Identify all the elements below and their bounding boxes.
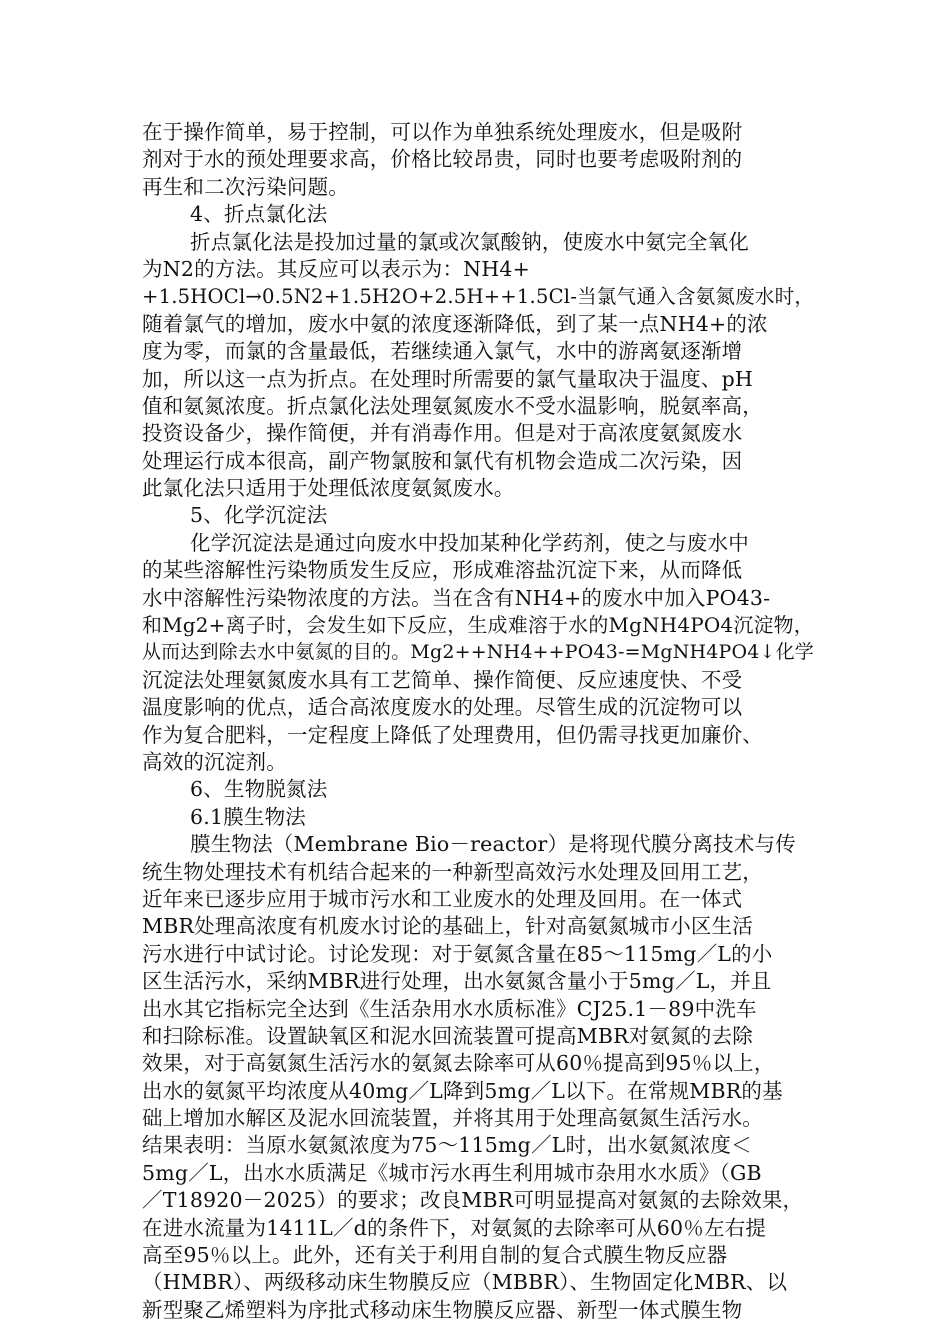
paragraph-start-line: 折点氯化法是投加过量的氯或次氯酸钠，使废水中氨完全氧化 [190,229,749,254]
text-line: 近年来已逐步应用于城市污水和工业废水的处理及回用。在一体式 [142,886,743,911]
text-line: 污水进行中试讨论。讨论发现：对于氨氮含量在85～115mg／L的小 [142,941,773,966]
text-line: 的某些溶解性污染物质发生反应，形成难溶盐沉淀下来，从而降低 [142,558,743,583]
text-line: 高至95％以上。此外，还有关于利用自制的复合式膜生物反应器 [142,1243,728,1268]
text-line: 和扫除标准。设置缺氧区和泥水回流装置可提高MBR对氨氮的去除 [142,1023,753,1048]
paragraph-start-line: 膜生物法（Membrane Bio－reactor）是将现代膜分离技术与传 [190,832,796,857]
paragraph-start-line: 6、生物脱氮法 [190,777,328,802]
text-line: 出水其它指标完全达到《生活杂用水水质标准》CJ25.1－89中洗车 [142,996,757,1021]
text-line: 5mg／L，出水水质满足《城市污水再生利用城市杂用水水质》（GB [142,1160,762,1185]
text-line: 出水的氨氮平均浓度从40mg／L降到5mg／L以下。在常规MBR的基 [142,1078,783,1103]
text-line: 在于操作简单，易于控制，可以作为单独系统处理废水，但是吸附 [142,120,743,144]
paragraph-start-line: 4、折点氯化法 [190,202,328,227]
text-line: 效果，对于高氨氮生活污水的氨氮去除率可从60％提高到95％以上， [142,1051,775,1076]
paragraph-start-line: 化学沉淀法是通过向废水中投加某种化学药剂，使之与废水中 [190,530,749,555]
text-line: 再生和二次污染问题。 [142,174,349,199]
text-line: MBR处理高浓度有机废水讨论的基础上，针对高氨氮城市小区生活 [142,914,753,939]
text-line: 结果表明：当原水氨氮浓度为75～115mg／L时，出水氨氮浓度＜ [142,1133,752,1158]
text-line: +1.5HOCl→0.5N2+1.5H2O+2.5H++1.5Cl-当氯气通入含氨氮废水时， [142,285,815,309]
text-line: 水中溶解性污染物浓度的方法。当在含有NH4+的废水中加入PO43- [142,585,771,610]
text-line: ／T18920－2025）的要求；改良MBR可明显提高对氨氮的去除效果， [142,1188,804,1213]
text-line: 加，所以这一点为折点。在处理时所需要的氯气量取决于温度、pH [142,366,753,391]
paragraph-start-line: 6.1膜生物法 [190,804,307,829]
text-line: 沉淀法处理氨氮废水具有工艺简单、操作简便、反应速度快、不受 [142,667,743,692]
text-line: 值和氨氮浓度。折点氯化法处理氨氮废水不受水温影响，脱氨率高， [142,393,763,418]
text-line: 区生活污水，采纳MBR进行处理，出水氨氮含量小于5mg／L，并且 [142,969,772,994]
text-line: 投资设备少，操作简便，并有消毒作用。但是对于高浓度氨氮废水 [142,421,743,446]
text-line: 高效的沉淀剂。 [142,749,287,774]
text-line: 剂对于水的预处理要求高，价格比较昂贵，同时也要考虑吸附剂的 [142,147,743,172]
text-line: 和Mg2+离子时，会发生如下反应，生成难溶于水的MgNH4PO4沉淀物， [142,613,814,638]
text-line: 作为复合肥料，一定程度上降低了处理费用，但仍需寻找更加廉价、 [142,722,763,747]
text-line: 随着氯气的增加，废水中氨的浓度逐渐降低，到了某一点NH4+的浓 [142,311,768,336]
text-line: 从而达到除去水中氨氮的目的。Mg2++NH4++PO43-=MgNH4PO4↓化学 [142,641,814,664]
text-line: 在进水流量为1411L／d的条件下，对氨氮的去除率可从60％左右提 [142,1215,767,1240]
text-line: 度为零，而氯的含量最低，若继续通入氯气，水中的游离氨逐渐增 [142,339,743,364]
paragraph-start-line: 5、化学沉淀法 [190,503,328,528]
text-line: 新型聚乙烯塑料为序批式移动床生物膜反应器、新型一体式膜生物 [142,1297,743,1322]
text-line: 此氯化法只适用于处理低浓度氨氮废水。 [142,476,515,501]
text-line: 础上增加水解区及泥水回流装置，并将其用于处理高氨氮生活污水。 [142,1106,763,1131]
text-line: 处理运行成本很高，副产物氯胺和氯代有机物会造成二次污染，因 [142,448,743,473]
text-line: 温度影响的优点，适合高浓度废水的处理。尽管生成的沉淀物可以 [142,695,743,720]
text-line: （HMBR）、两级移动床生物膜反应（MBBR）、生物固定化MBR、以 [142,1270,788,1295]
document-body [142,119,814,1324]
text-line: 为N2的方法。其反应可以表示为：NH4+ [142,256,531,281]
text-line: 统生物处理技术有机结合起来的一种新型高效污水处理及回用工艺， [142,859,763,884]
